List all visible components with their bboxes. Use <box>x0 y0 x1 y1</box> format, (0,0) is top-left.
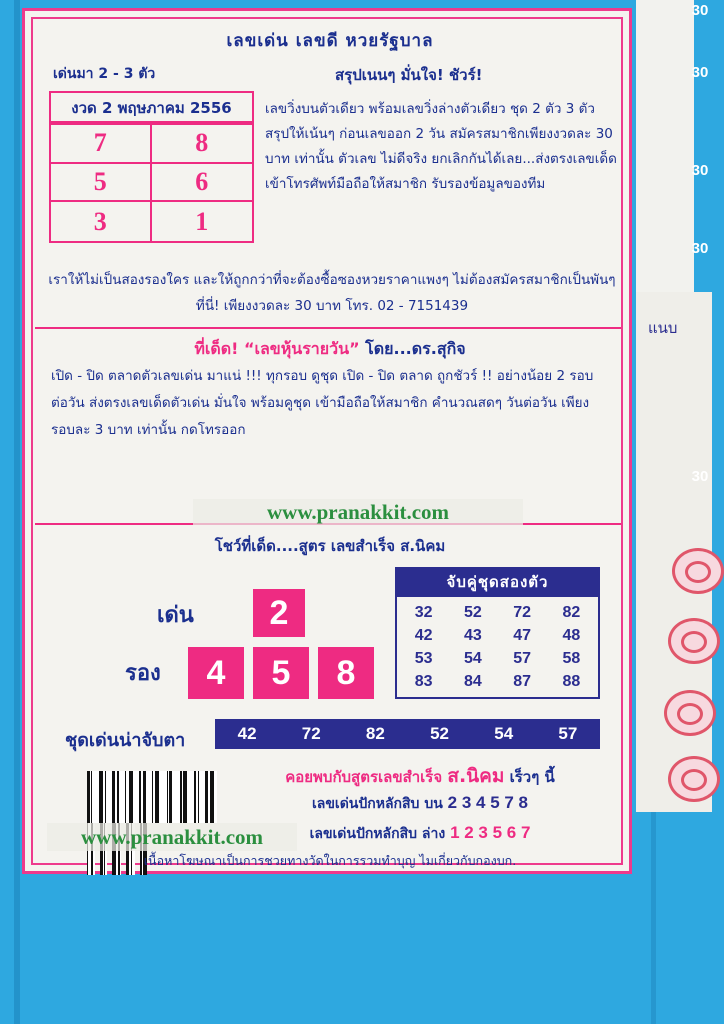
set-number: 54 <box>494 724 514 743</box>
section2-title-blue: โดย...ดร.สุกิจ <box>359 339 466 358</box>
pair-cell: 88 <box>562 673 581 690</box>
badge-30-5: 30 <box>691 468 709 485</box>
top-digits-values: 2 3 4 5 7 8 <box>447 793 528 812</box>
subtitle-left: เด่นมา 2 - 3 ตัว <box>53 66 156 82</box>
rong-number-box-2: 5 <box>253 647 309 699</box>
lucky-number-cell: 3 <box>51 202 152 241</box>
pair-table-row <box>399 601 596 624</box>
den-label: เด่น <box>157 603 194 628</box>
pair-cell: 48 <box>562 627 581 644</box>
pair-cell: 42 <box>414 627 433 644</box>
page-title: เลขเด่น เลขดี หวยรัฐบาล <box>226 31 434 51</box>
set-number: 42 <box>237 724 257 743</box>
watermark-middle: www.pranakkit.com <box>193 499 523 525</box>
intro-paragraph: เลขวิ่งบนตัวเดียว พร้อมเลขวิ่งล่างตัวเดียว ชุด 2 ตัว 3 ตัว สรุปให้เน้นๆ ก่อนเลขออก 2 วัน สมัครสมาชิกเพียงงวดละ 30 บาท เท่านั้น ตัวเลข ไม่ดีจริง ยกเลิกกันได้เลย...ส่งตรงเลขเด็ด เข้าโทรศัพท์มือถือให้สมาชิก รับรองข้อมูลของทีม <box>265 101 617 192</box>
rong-number-box-3: 8 <box>318 647 374 699</box>
lucky-number-cell: 6 <box>152 164 253 203</box>
section-divider-1 <box>35 327 621 329</box>
pair-cell: 58 <box>562 650 581 667</box>
pair-table-row <box>399 670 596 693</box>
rose-icon-3 <box>664 690 716 736</box>
den-number-box: 2 <box>253 589 305 637</box>
pair-table-row <box>399 624 596 647</box>
badge-30-4: 30 <box>691 240 709 257</box>
pair-cell: 53 <box>414 650 433 667</box>
rose-icon-2 <box>668 618 720 664</box>
pair-cell: 43 <box>463 627 482 644</box>
rong-number-box-1: 4 <box>188 647 244 699</box>
pair-cell: 84 <box>463 673 482 690</box>
pair-cell: 32 <box>414 604 433 621</box>
set-number: 82 <box>365 724 385 743</box>
pair-table <box>395 567 600 699</box>
rose-icon-4 <box>668 756 720 802</box>
section2-title-pink: ที่เด็ด! “เลขหุ้นรายวัน” <box>194 339 360 358</box>
pair-cell: 83 <box>414 673 433 690</box>
rong-label: รอง <box>125 661 161 686</box>
pair-table-row <box>399 647 596 670</box>
pair-cell: 87 <box>513 673 532 690</box>
lucky-number-cell: 1 <box>195 206 209 236</box>
lucky-number-cell: 5 <box>51 164 152 203</box>
footer-note: เนื้อหาโฆษณาเป็นการชวยทางวัดในการรวมทำบุญ ไมเกี่ยวกับกองบก. <box>143 853 517 868</box>
set-number: 52 <box>430 724 449 743</box>
pair-cell: 52 <box>463 604 482 621</box>
pair-cell: 47 <box>513 627 532 644</box>
pair-cell: 72 <box>513 604 532 621</box>
pair-cell: 54 <box>463 650 482 667</box>
badge-30-3: 30 <box>691 162 709 179</box>
bottom-digits-label: เลขเด่นปักหลักสิบ ล่าง <box>309 826 451 842</box>
draw-date-label: งวด 2 พฤษภาคม 2556 <box>49 91 254 123</box>
promo-prefix: คอยพบกับสูตรเลขสำเร็จ <box>285 768 448 786</box>
margin-side-text: แนบ <box>648 319 678 337</box>
set-number-bar <box>215 719 600 749</box>
top-digits-label: เลขเด่นปักหลักสิบ บน <box>311 796 448 812</box>
lucky-number-cell: 8 <box>152 125 253 164</box>
section2-body: เปิด - ปิด ตลาดตัวเลขเด่น มาแน่ !!! ทุกรอบ ดูชุด เปิด - ปิด ตลาด ถูกชัวร์ !! อย่างน้อย 2 รอบ ต่อวัน ส่งตรงเลขเด็ดตัวเด่น มั่นใจ พร้อมคูชุด เข้ามือถือให้สมาชิก คำนวณสดๆ วันต่อวัน เพียงรอบละ 3 บาท เท่านั้น กดโทรออก <box>51 368 594 438</box>
promo-line <box>225 761 615 791</box>
promo-suffix: เร็วๆ นี้ <box>504 768 555 786</box>
set-number: 72 <box>301 724 321 743</box>
pair-table-title: จับคู่ชุดสองตัว <box>395 567 600 597</box>
pair-cell: 57 <box>513 650 532 667</box>
promo-name: ส.นิคม <box>447 765 505 787</box>
bottom-digits-values: 1 2 3 5 6 7 <box>450 823 531 842</box>
lucky-number-cell: 7 <box>51 125 152 164</box>
section2-title <box>25 337 635 362</box>
set-label: ชุดเด่นน่าจับตา <box>65 730 186 751</box>
set-number: 57 <box>558 724 578 743</box>
subtitle-right: สรุปเนนๆ มั่นใจ! ชัวร์! <box>335 66 483 84</box>
page-seam-left <box>14 0 20 1024</box>
pair-table-body <box>395 597 600 699</box>
section3-title: โชว์ที่เด็ด....สูตร เลขสำเร็จ ส.นิคม <box>214 537 446 555</box>
wide-paragraph: เราให้ไม่เป็นสองรองใคร และให้ถูกกว่าที่จะต้องซื้อซองหวยราคาแพงๆ ไม่ต้องสมัครสมาชิกเป็นพันๆ ที่นี่! เพียงงวดละ 30 บาท โทร. 02 - 7151439 <box>48 272 616 314</box>
lottery-flyer-page <box>22 8 632 874</box>
badge-30-1: 30 <box>691 2 709 19</box>
watermark-bottom: www.pranakkit.com <box>47 823 297 851</box>
pair-cell: 82 <box>562 604 581 621</box>
top-digits-row <box>225 793 615 815</box>
barcode <box>87 771 217 823</box>
badge-30-2: 30 <box>691 64 709 81</box>
lucky-number-table <box>49 123 254 243</box>
rose-icon-1 <box>672 548 724 594</box>
